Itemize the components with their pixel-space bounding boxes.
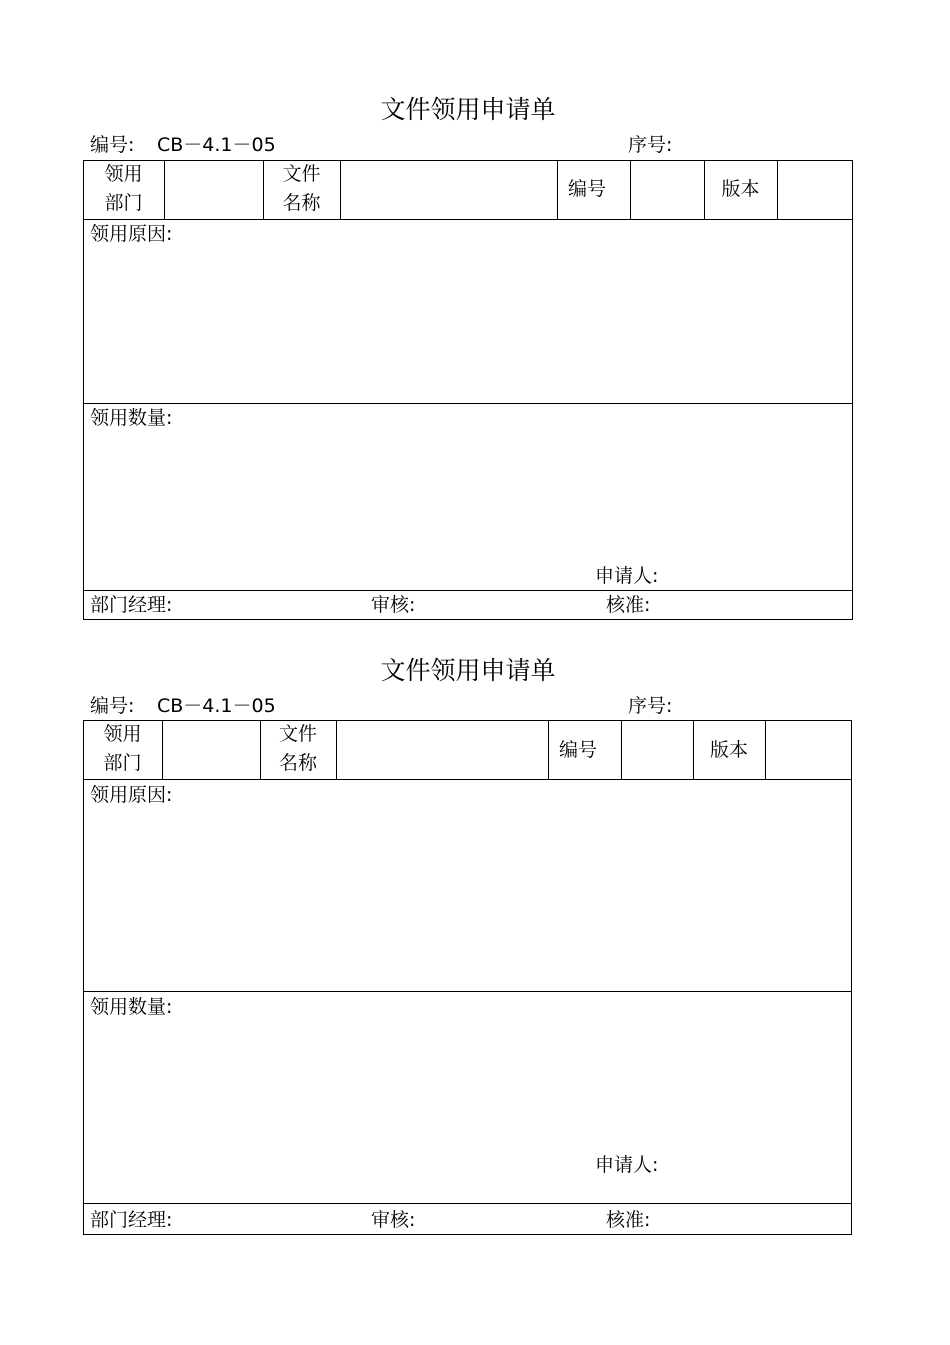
quantity-label: 领用数量: [90, 407, 173, 429]
file-name-field[interactable] [337, 721, 548, 779]
divider [83, 1203, 852, 1204]
reason-field[interactable] [84, 250, 852, 402]
code-label: 编号: [90, 695, 135, 717]
dept-header-line1: 领用 [103, 723, 142, 745]
approve-field[interactable] [660, 591, 852, 619]
number-field[interactable] [622, 721, 693, 779]
dept-header-line2: 部门 [103, 752, 142, 774]
form-title: 文件领用申请单 [380, 656, 556, 685]
applicant-label: 申请人: [595, 565, 659, 587]
applicant-field[interactable] [668, 562, 852, 589]
dept-header-line1: 领用 [104, 163, 143, 185]
reason-label: 领用原因: [90, 223, 173, 245]
manager-field[interactable] [183, 591, 363, 619]
file-name-field[interactable] [341, 161, 557, 219]
review-field[interactable] [425, 1205, 600, 1233]
dept-header-line2: 部门 [104, 192, 143, 214]
review-label: 审核: [371, 1209, 416, 1231]
seq-label: 序号: [628, 695, 673, 717]
quantity-field[interactable] [84, 434, 852, 559]
code-label: 编号: [90, 134, 135, 156]
divider [83, 403, 853, 404]
manager-label: 部门经理: [90, 1209, 173, 1231]
code-value: CB－4.1－05 [157, 695, 276, 717]
file-header-line1: 文件 [282, 163, 321, 185]
version-header: 版本 [709, 739, 748, 761]
dept-header [83, 720, 162, 778]
form-title: 文件领用申请单 [380, 95, 556, 124]
reason-label: 领用原因: [90, 784, 173, 806]
file-header-line2: 名称 [282, 192, 321, 214]
applicant-field[interactable] [668, 1151, 851, 1179]
seq-field[interactable] [680, 693, 850, 719]
review-field[interactable] [425, 591, 600, 619]
divider [83, 991, 852, 992]
quantity-field[interactable] [84, 1023, 851, 1148]
approve-field[interactable] [660, 1205, 851, 1233]
divider [83, 779, 852, 780]
number-header: 编号 [567, 178, 606, 200]
seq-field[interactable] [680, 132, 850, 158]
dept-header [83, 160, 164, 218]
version-field[interactable] [778, 161, 852, 219]
file-name-header [263, 160, 340, 218]
review-label: 审核: [371, 594, 416, 616]
dept-field[interactable] [163, 721, 260, 779]
version-header: 版本 [721, 178, 760, 200]
number-field[interactable] [631, 161, 704, 219]
file-name-header [260, 720, 336, 778]
seq-label: 序号: [628, 134, 673, 156]
dept-field[interactable] [165, 161, 263, 219]
manager-label: 部门经理: [90, 594, 173, 616]
number-header: 编号 [558, 739, 597, 761]
reason-field[interactable] [84, 811, 851, 991]
code-value: CB－4.1－05 [157, 134, 276, 156]
file-header-line1: 文件 [278, 723, 317, 745]
manager-field[interactable] [183, 1205, 363, 1233]
quantity-label: 领用数量: [90, 996, 173, 1018]
file-header-line2: 名称 [278, 752, 317, 774]
version-field[interactable] [766, 721, 851, 779]
approve-label: 核准: [606, 1209, 651, 1231]
applicant-label: 申请人: [595, 1154, 659, 1176]
approve-label: 核准: [606, 594, 651, 616]
divider [83, 219, 853, 220]
